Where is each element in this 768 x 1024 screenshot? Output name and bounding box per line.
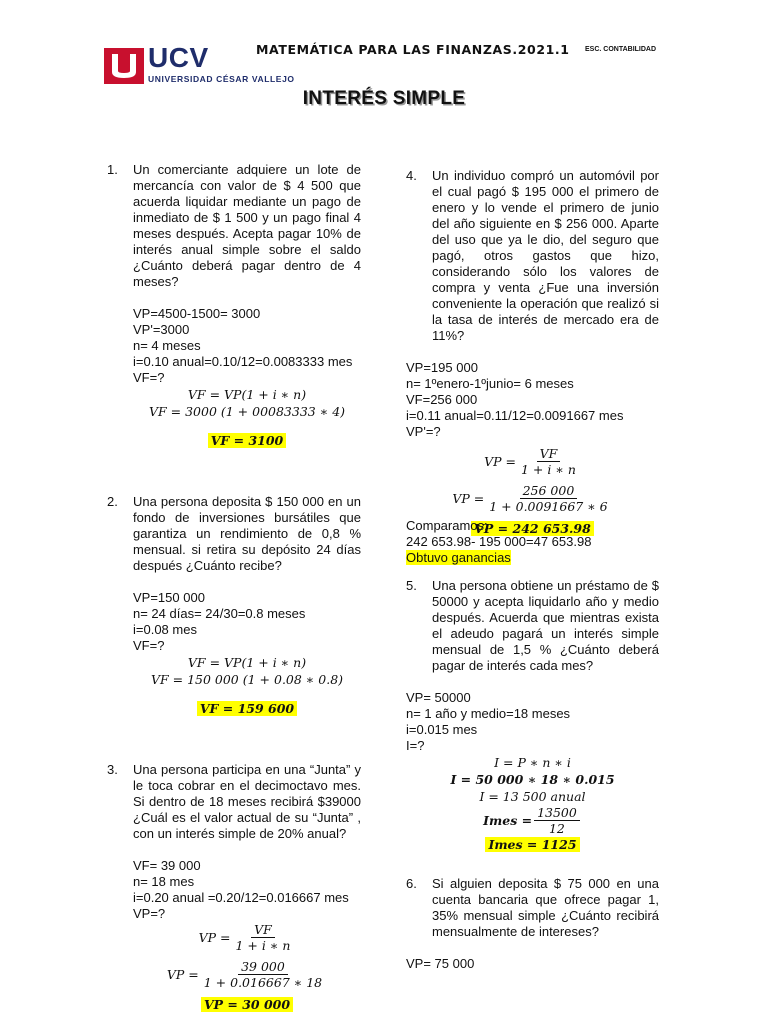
problem-6 [406,876,659,940]
page-title: INTERÉS SIMPLE [302,88,466,109]
formula: I = 13 500 anual [479,789,586,804]
fraction [201,959,325,990]
fraction [518,446,579,477]
data-line: VP= 50000 [406,690,471,705]
problem-number: 6. [406,876,417,891]
problem-number: 2. [107,494,118,509]
data-line: I=? [406,738,425,753]
formula: VF = VP(1 + i ∗ n) [187,655,307,670]
problem-number: 4. [406,168,417,183]
data-line: VP=195 000 [406,360,478,375]
numerator: VF [251,922,275,938]
problem-number: 3. [107,762,118,777]
formula-lhs: VP = [484,453,516,469]
formula-lhs: VP = [452,490,485,506]
result-highlight: Imes = 1125 [485,837,579,852]
formula: I = 50 000 ∗ 18 ∗ 0.015 [450,772,615,787]
formula: VF = 3000 (1 + 00083333 ∗ 4) [148,404,346,419]
problem-statement: Un individuo compró un automóvil por el cual pagó $ 195 000 el primero de enero y lo vende el primero de junio del año siguiente en $ 256 000. Aparte del uso que ya le dio, del seguro que pagó, otros gastos que hizo, considerando sólo los valores de compra y venta ¿Fue una inversión conveniente la operación que realizó si la tasa de interés de mercado era de 11%? [432,168,659,343]
problem-statement: Una persona deposita $ 150 000 en un fondo de inversiones bursátiles que garantiza un rendimiento de 0,8 % mensual. si retira su depósito 24 días después ¿Cuánto recibe? [133,494,361,573]
result-highlight: VF = 3100 [208,433,287,448]
problem-5 [406,578,659,674]
result-highlight: VF = 159 600 [197,701,297,716]
right-column-lower [406,518,659,972]
numerator: 13500 [534,805,580,821]
formula-lhs: VP = [198,929,231,945]
data-line: i=0.20 anual =0.20/12=0.016667 mes [133,890,349,905]
problem-2 [107,494,361,718]
logo-subtitle: UNIVERSIDAD CÉSAR VALLEJO [148,74,295,84]
problem-number: 1. [107,162,118,177]
data-line: VP= 75 000 [406,956,475,971]
formula: VF = 150 000 (1 + 0.08 ∗ 0.8) [150,672,344,687]
fraction [233,922,294,953]
data-line: VP'=? [406,424,441,439]
problem-statement: Una persona obtiene un préstamo de $ 50000 y acepta liquidarlo año y medio después. Acuerda que mientras exista el adeudo pagará un interés simple mensual de 1,5 % ¿Cuánto deberá pagar de interés cada mes? [432,578,659,673]
denominator: 12 [548,821,565,836]
data-line: VP'=3000 [133,322,190,337]
formula-fraction [406,483,659,514]
denominator: 1 + i ∗ n [521,462,576,477]
formula-lhs: Imes = [483,812,533,828]
formula-fraction [133,959,361,990]
data-line: i=0.11 anual=0.11/12=0.0091667 mes [406,408,624,423]
ucv-logo-mark-icon [104,46,144,86]
formula-fraction [406,446,659,477]
data-line: n= 24 días= 24/30=0.8 meses [133,606,306,621]
data-line: VF=256 000 [406,392,478,407]
data-line: n= 18 mes [133,874,195,889]
result-highlight: VP = 30 000 [201,997,293,1012]
comparison-label: Comparamos: [406,518,488,533]
problem-statement: Un comerciante adquiere un lote de mercancía con valor de $ 4 500 que acuerda liquidar mediante un pago de inmediato de $ 1 500 y un pago final 4 meses después. Acepta pagar 10% de interés anual simple sobre el saldo ¿Cuánto deberá pagar dentro de 4 meses? [133,162,361,289]
problem-statement: Una persona participa en una “Junta” y le toca cobrar en el decimoctavo mes. Si dentro de 18 meses recibirá $39000 ¿Cuál es el valor actual de su “Junta” , con un interés simple de 20% anual? [133,762,361,841]
data-line: i=0.10 anual=0.10/12=0.0083333 mes [133,354,353,369]
data-line: VF=? [133,638,165,653]
data-line: n= 1ºenero-1ºjunio= 6 meses [406,376,574,391]
problem-3 [107,762,361,1014]
problem-number: 5. [406,578,417,593]
data-line: n= 1 año y medio=18 meses [406,706,571,721]
data-line: n= 4 meses [133,338,201,353]
denominator: 1 + i ∗ n [235,938,291,953]
numerator: 39 000 [238,959,288,975]
data-line: i=0.015 mes [406,722,478,737]
data-line: VP=150 000 [133,590,205,605]
problem-1 [107,162,361,450]
fraction [534,805,580,836]
data-line: VP=4500-1500= 3000 [133,306,261,321]
formula-fraction [133,922,361,953]
problem-statement: Si alguien deposita $ 75 000 en una cuenta bancaria que ofrece pagar 1, 35% mensual simple ¿Cuánto recibirá mensualmente de intereses? [432,876,659,939]
formula-fraction [406,805,659,836]
numerator: VF [537,446,561,462]
school-name: ESC. CONTABILIDAD [585,46,657,53]
course-title: MATEMÁTICA PARA LAS FINANZAS.2021.1 [256,42,570,57]
data-line: VP=? [133,906,166,921]
fraction [486,483,610,514]
conclusion-highlight: Obtuvo ganancias [406,550,511,565]
data-line: i=0.08 mes [133,622,197,637]
problem-4 [406,168,659,344]
right-column [406,168,659,538]
formula: I = P ∗ n ∗ i [494,755,571,770]
denominator: 1 + 0.016667 ∗ 18 [203,975,323,990]
data-line: VF=? [133,370,165,385]
left-column [107,162,361,1014]
logo-text: UCV [148,42,209,73]
denominator: 1 + 0.0091667 ∗ 6 [489,499,608,514]
numerator: 256 000 [520,483,578,499]
formula-lhs: VP = [166,966,199,982]
formula: VF = VP(1 + i ∗ n) [187,387,307,402]
result-highlight: VP = 242 653.98 [471,521,594,536]
data-line: VF= 39 000 [133,858,201,873]
comparison-calc: 242 653.98- 195 000=47 653.98 [406,534,592,549]
